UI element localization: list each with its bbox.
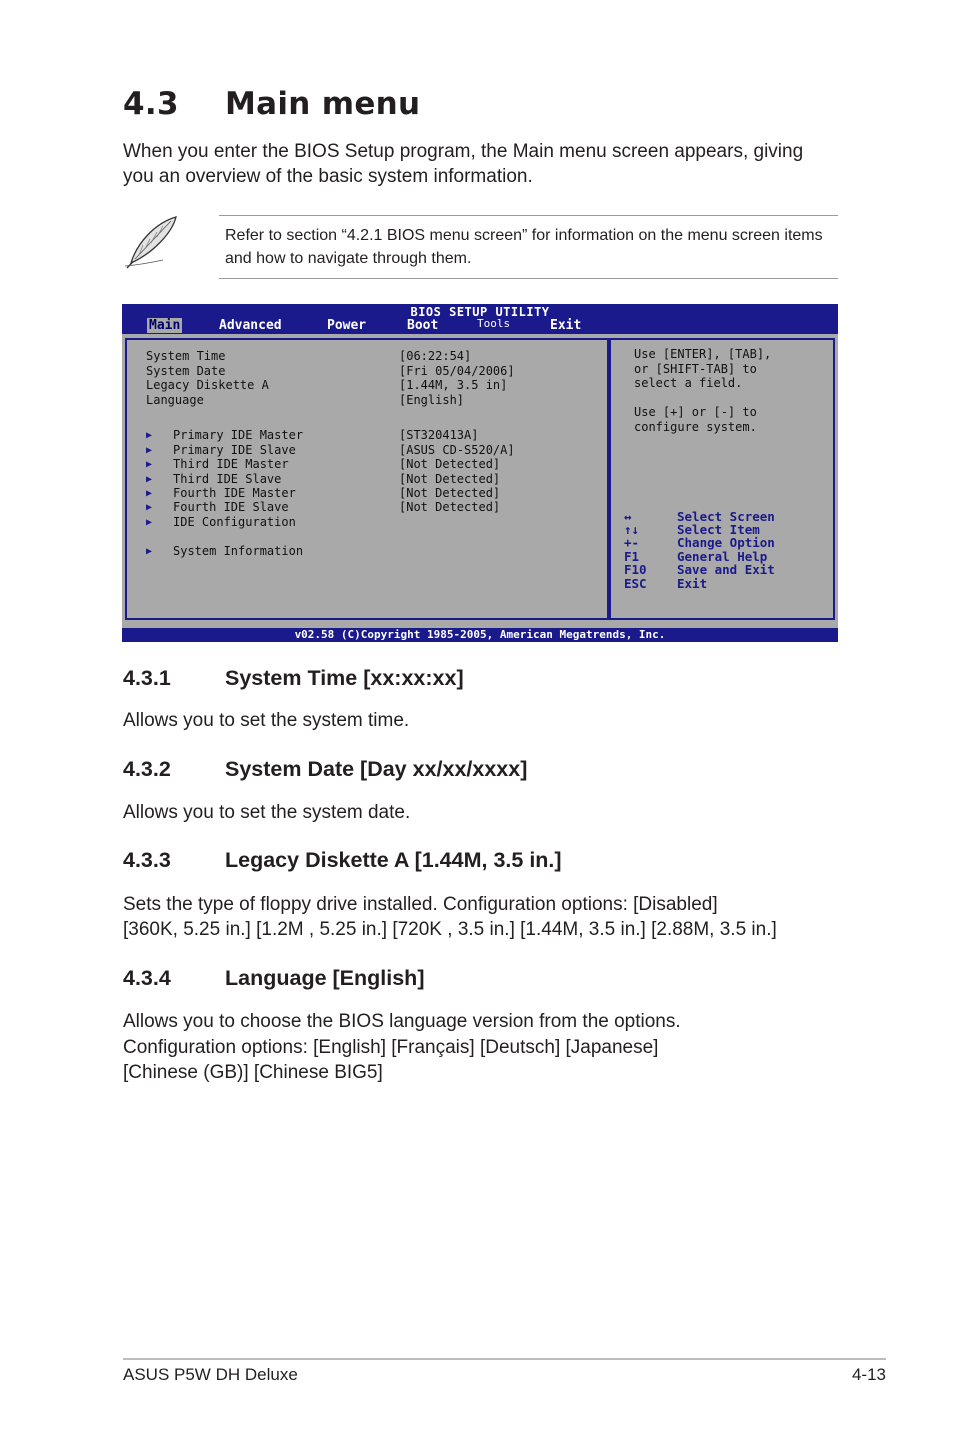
bios-item-language[interactable]: Language (146, 393, 204, 407)
plus-minus-key: +- (624, 535, 640, 550)
bios-screenshot (122, 304, 838, 642)
note-text: Refer to section “4.2.1 BIOS menu screen” for information on the menu screen items and how to navigate through them. (225, 227, 823, 267)
submenu-arrow-icon: ▶ (146, 445, 153, 456)
bios-menu-boot[interactable]: Boot (407, 318, 439, 333)
section-title (123, 86, 420, 122)
bios-help-line: select a field. (634, 376, 743, 390)
subsection-number: 4.3.2 (123, 757, 171, 781)
bios-value-fourth-ide-master: [Not Detected] (399, 486, 501, 500)
bios-value-system-time[interactable]: [06:22:54] (399, 349, 472, 363)
subsection-body: Configuration options: [English] [Français] [Deutsch] [Japanese] (123, 1037, 659, 1058)
bios-value-primary-ide-slave: [ASUS CD-S520/A] (399, 443, 515, 457)
subsection-body: Sets the type of floppy drive installed. Configuration options: [Disabled] (123, 894, 718, 915)
footer-product-name: ASUS P5W DH Deluxe (123, 1365, 298, 1384)
bios-title: BIOS SETUP UTILITY (410, 305, 550, 319)
bios-value-language[interactable]: [English] (399, 393, 465, 407)
note-rule-top (219, 215, 838, 216)
bios-value-legacy-diskette[interactable]: [1.44M, 3.5 in] (399, 378, 508, 392)
bios-help-line: Use [+] or [-] to (634, 405, 757, 419)
bios-copyright: v02.58 (C)Copyright 1985-2005, American Megatrends, Inc. (294, 628, 666, 641)
intro-paragraph: When you enter the BIOS Setup program, the Main menu screen appears, giving you an overview of the basic system information. (123, 141, 804, 187)
bios-item-legacy-diskette[interactable]: Legacy Diskette A (146, 378, 269, 392)
subsection-heading-system-date (123, 757, 527, 782)
submenu-arrow-icon: ▶ (146, 546, 153, 557)
bios-submenu-primary-ide-slave[interactable]: Primary IDE Slave (173, 443, 296, 457)
bios-key-save-exit: Save and Exit (677, 562, 775, 577)
subsection-body: [360K, 5.25 in.] [1.2M , 5.25 in.] [720K , 3.5 in.] [1.44M, 3.5 in.] [2.88M, 3.5 in.] (123, 919, 777, 940)
section-title-text: Main menu (225, 86, 421, 122)
esc-key: ESC (624, 576, 647, 591)
subsection-body: [Chinese (GB)] [Chinese BIG5] (123, 1062, 383, 1083)
bios-item-system-date[interactable]: System Date (146, 364, 226, 378)
bios-value-system-date[interactable]: [Fri 05/04/2006] (399, 364, 515, 378)
subsection-heading-system-time (123, 666, 464, 691)
subsection-number: 4.3.4 (123, 966, 171, 990)
bios-menu-advanced[interactable]: Advanced (219, 318, 282, 333)
note-box (123, 215, 838, 279)
up-down-arrow-icon: ↑↓ (624, 522, 640, 537)
bios-value-fourth-ide-slave: [Not Detected] (399, 500, 501, 514)
bios-submenu-fourth-ide-slave[interactable]: Fourth IDE Slave (173, 500, 289, 514)
bios-key-change-option: Change Option (677, 535, 775, 550)
footer-rule (123, 1358, 886, 1360)
bios-item-system-time[interactable]: System Time (146, 349, 226, 363)
bios-value-third-ide-slave: [Not Detected] (399, 472, 501, 486)
bios-submenu-system-information[interactable]: System Information (173, 544, 304, 558)
subsection-title: System Date [Day xx/xx/xxxx] (225, 757, 528, 781)
subsection-number: 4.3.3 (123, 848, 171, 872)
bios-key-general-help: General Help (677, 549, 768, 564)
bios-submenu-fourth-ide-master[interactable]: Fourth IDE Master (173, 486, 296, 500)
note-rule-bottom (219, 278, 838, 279)
subsection-heading-language (123, 966, 424, 991)
subsection-body: Allows you to set the system time. (123, 710, 410, 731)
bios-menu-power[interactable]: Power (327, 318, 367, 333)
bios-value-third-ide-master: [Not Detected] (399, 457, 501, 471)
submenu-arrow-icon: ▶ (146, 474, 153, 485)
submenu-arrow-icon: ▶ (146, 517, 153, 528)
bios-submenu-third-ide-master[interactable]: Third IDE Master (173, 457, 289, 471)
subsection-body: Allows you to set the system date. (123, 802, 411, 823)
left-right-arrow-icon: ↔ (624, 509, 632, 524)
subsection-number: 4.3.1 (123, 666, 171, 690)
bios-title-bar (122, 304, 838, 334)
f10-key: F10 (624, 562, 647, 577)
bios-menu-main[interactable]: Main (149, 318, 181, 333)
subsection-title: System Time [xx:xx:xx] (225, 666, 464, 690)
submenu-arrow-icon: ▶ (146, 430, 153, 441)
bios-key-exit: Exit (677, 576, 708, 591)
bios-menu-exit[interactable]: Exit (550, 318, 582, 333)
bios-key-select-item: Select Item (677, 522, 760, 537)
bios-submenu-ide-configuration[interactable]: IDE Configuration (173, 515, 296, 529)
submenu-arrow-icon: ▶ (146, 488, 153, 499)
bios-help-line: configure system. (634, 420, 757, 434)
subsection-title: Legacy Diskette A [1.44M, 3.5 in.] (225, 848, 562, 872)
subsection-title: Language [English] (225, 966, 425, 990)
bios-submenu-primary-ide-master[interactable]: Primary IDE Master (173, 428, 304, 442)
bios-submenu-third-ide-slave[interactable]: Third IDE Slave (173, 472, 282, 486)
footer-page-number: 4-13 (851, 1365, 886, 1384)
submenu-arrow-icon: ▶ (146, 502, 153, 513)
subsection-body: Allows you to choose the BIOS language version from the options. (123, 1011, 681, 1032)
bios-key-select-screen: Select Screen (677, 509, 775, 524)
bios-menu-tools[interactable]: Tools (477, 317, 511, 330)
bios-help-line: or [SHIFT-TAB] to (634, 362, 757, 376)
f1-key: F1 (624, 549, 640, 564)
bios-status-bar (122, 628, 838, 642)
feather-pen-icon (123, 215, 181, 271)
submenu-arrow-icon: ▶ (146, 459, 153, 470)
section-number: 4.3 (123, 86, 179, 122)
bios-value-primary-ide-master: [ST320413A] (399, 428, 479, 442)
subsection-heading-legacy-diskette (123, 848, 562, 873)
bios-help-line: Use [ENTER], [TAB], (634, 347, 772, 361)
